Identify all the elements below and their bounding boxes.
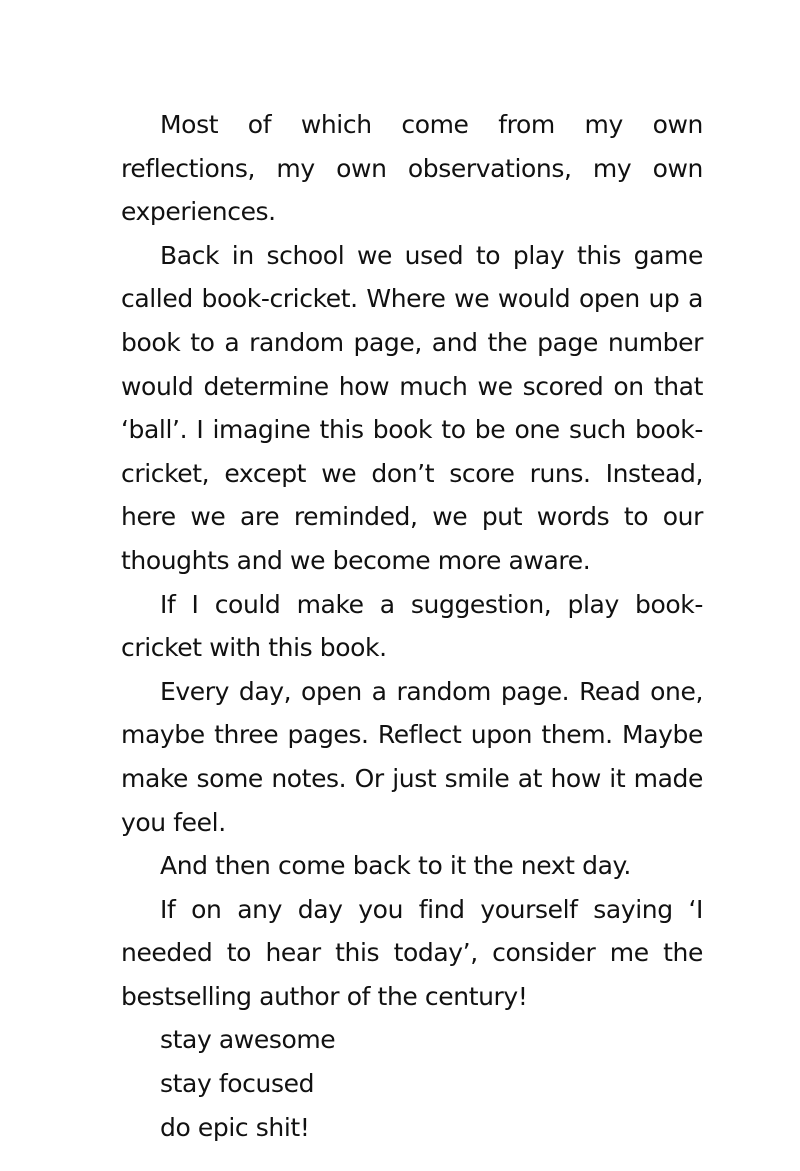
paragraph-intro: Most of which come from my own reflections, my own observations, my own experiences. (121, 110, 703, 227)
paragraph-suggestion: If I could make a suggestion, play book-cricket with this book. (121, 589, 703, 663)
signoff-line-1: stay awesome (160, 1025, 336, 1055)
signoff-line-3: do epic shit! (160, 1112, 310, 1142)
paragraph-bestselling: If on any day you find yourself saying ‘I needed to hear this today’, consider me the bestselling author of the century! (121, 894, 703, 1011)
book-page (121, 103, 703, 1149)
paragraph-book-cricket: Back in school we used to play this game called book-cricket. Where we would open up a book to a random page, and the page number would determine how much we scored on that ‘ball’. I imagine this book to be one such book-cricket, except we don’t score runs. Instead, here we are reminded, we put words to our thoughts and we become more aware. (121, 240, 703, 575)
signoff-line-2: stay focused (160, 1069, 315, 1099)
paragraph-every-day: Every day, open a random page. Read one, maybe three pages. Reflect upon them. Maybe make some notes. Or just smile at how it made you feel. (121, 676, 703, 837)
paragraph-come-back: And then come back to it the next day. (160, 851, 631, 881)
